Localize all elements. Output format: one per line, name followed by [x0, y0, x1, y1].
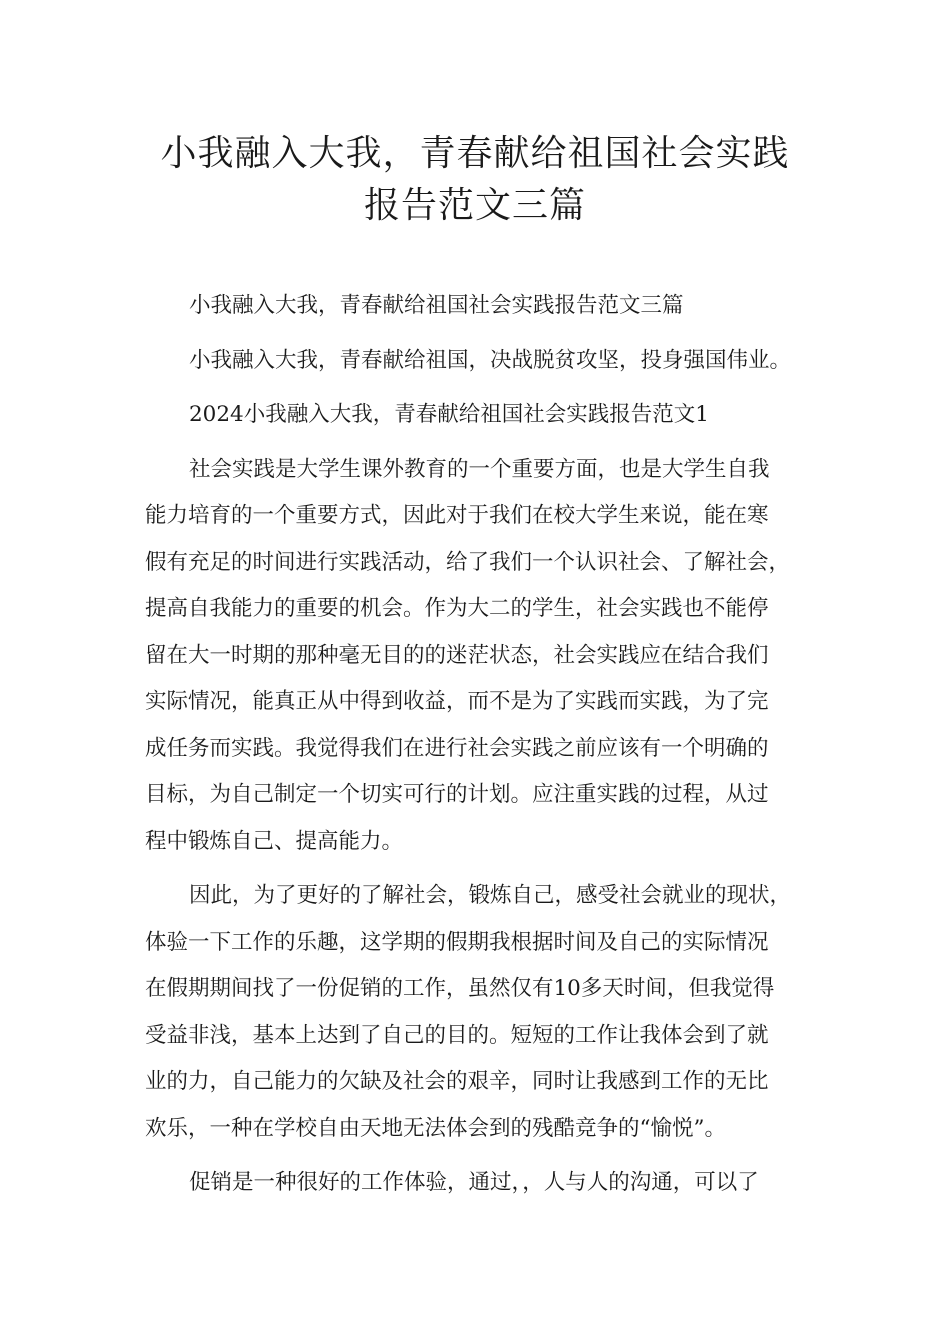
paragraph-line: 提高自我能力的重要的机会。作为大二的学生，社会实践也不能停 — [145, 596, 769, 621]
document-title — [100, 128, 850, 232]
paragraph-line: 社会实践是大学生课外教育的一个重要方面，也是大学生自我 — [189, 456, 770, 482]
paragraph-4 — [145, 447, 811, 866]
paragraph-line: 在假期期间找了一份促销的工作，虽然仅有10多天时间，但我觉得 — [145, 976, 775, 1001]
paragraph-line: 留在大一时期的那种毫无目的的迷茫状态，社会实践应在结合我们 — [145, 642, 769, 668]
paragraph-line: 程中锻炼自己、提高能力。 — [145, 828, 404, 854]
paragraph-2 — [145, 338, 811, 385]
paragraph-line: 假有充足的时间进行实践活动，给了我们一个认识社会、了解社会， — [145, 549, 791, 575]
paragraph-line: 欢乐，一种在学校自由天地无法体会到的残酷竞争的“愉悦”。 — [145, 1115, 726, 1141]
paragraph-line: 因此，为了更好的了解社会，锻炼自己，感受社会就业的现状， — [189, 883, 792, 908]
paragraph-line: 受益非浅，基本上达到了自己的目的。短短的工作让我体会到了就 — [145, 1022, 769, 1048]
document-body — [145, 283, 811, 1215]
paragraph-1 — [145, 283, 811, 330]
title-line-2: 报告范文三篇 — [363, 185, 586, 226]
title-line-1: 小我融入大我，青春献给祖国社会实践 — [160, 133, 790, 174]
paragraph-line: 成任务而实践。我觉得我们在进行社会实践之前应该有一个明确的 — [145, 735, 769, 761]
paragraph-line: 业的力，自己能力的欠缺及社会的艰辛，同时让我感到工作的无比 — [145, 1069, 769, 1094]
paragraph-3 — [145, 392, 811, 439]
paragraph-line: 目标，为自己制定一个切实可行的计划。应注重实践的过程，从过 — [145, 782, 769, 807]
paragraph-5 — [145, 873, 811, 1152]
paragraph-line: 能力培育的一个重要方式，因此对于我们在校大学生来说，能在寒 — [145, 503, 769, 528]
paragraph-line: 促销是一种很好的工作体验，通过，，人与人的沟通，可以了 — [189, 1170, 759, 1195]
paragraph-line: 小我融入大我，青春献给祖国社会实践报告范文三篇 — [189, 293, 684, 318]
paragraph-6 — [145, 1160, 811, 1207]
paragraph-line: 小我融入大我，青春献给祖国，决战脱贫攻坚，投身强国伟业。 — [189, 347, 792, 373]
paragraph-line: 体验一下工作的乐趣，这学期的假期我根据时间及自己的实际情况 — [145, 929, 769, 955]
paragraph-line: 2024小我融入大我，青春献给祖国社会实践报告范文1 — [189, 402, 709, 427]
paragraph-line: 实际情况，能真正从中得到收益，而不是为了实践而实践，为了完 — [145, 689, 769, 714]
